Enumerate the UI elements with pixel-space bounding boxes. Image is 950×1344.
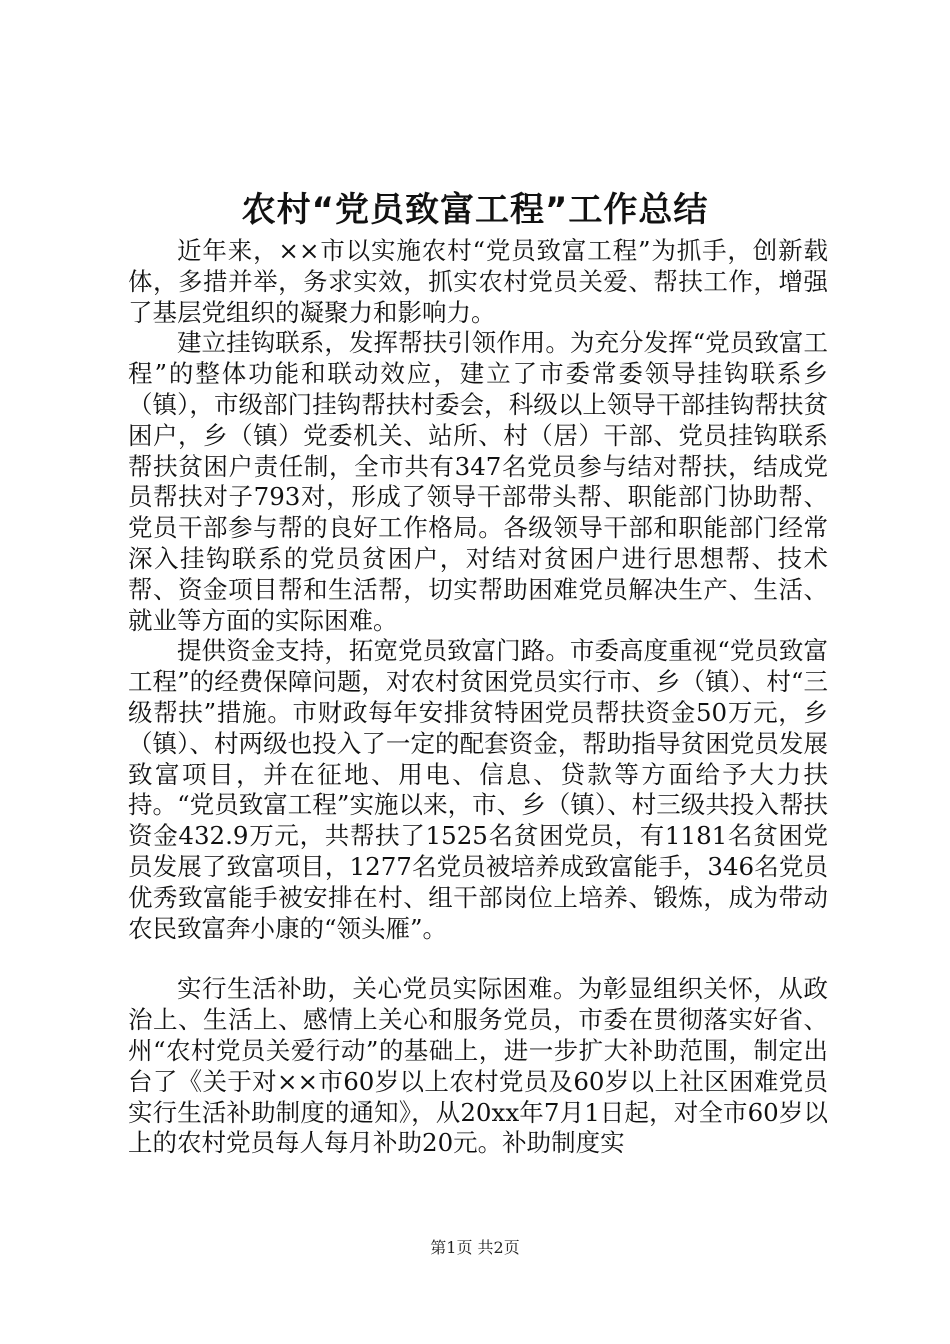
paragraph-intro: 近年来，××市以实施农村“党员致富工程”为抓手，创新载体，多措并举，务求实效，抓实农村党员关爱、帮扶工作，增强了基层党组织的凝聚力和影响力。 — [128, 236, 828, 327]
paragraph-linkage: 建立挂钩联系，发挥帮扶引领作用。为充分发挥“党员致富工程”的整体功能和联动效应，建立了市委常委领导挂钩联系乡（镇），市级部门挂钩帮扶村委会，科级以上领导干部挂钩帮扶贫困户，乡（镇）党委机关、站所、村（居）干部、党员挂钩联系帮扶贫困户责任制，全市共有347名党员参与结对帮扶，结成党员帮扶对子793对，形成了领导干部带头帮、职能部门协助帮、党员干部参与帮的良好工作格局。各级领导干部和职能部门经常深入挂钩联系的党员贫困户，对结对贫困户进行思想帮、技术帮、资金项目帮和生活帮，切实帮助困难党员解决生产、生活、就业等方面的实际困难。 — [128, 328, 828, 635]
document-body — [128, 236, 828, 1159]
document-title: 农村“党员致富工程”工作总结 — [241, 190, 709, 230]
page-footer: 第1页 共2页 — [430, 1238, 520, 1257]
paragraph-subsidy: 实行生活补助，关心党员实际困难。为彰显组织关怀，从政治上、生活上、感情上关心和服务党员，市委在贯彻落实好省、州“农村党员关爱行动”的基础上，进一步扩大补助范围，制定出台了《关于对××市60岁以上农村党员及60岁以上社区困难党员实行生活补助制度的通知》，从20xx年7月1日起，对全市60岁以上的农村党员每人每月补助20元。补助制度实 — [128, 974, 828, 1158]
paragraph-funding: 提供资金支持，拓宽党员致富门路。市委高度重视“党员致富工程”的经费保障问题，对农村贫困党员实行市、乡（镇）、村“三级帮扶”措施。市财政每年安排贫特困党员帮扶资金50万元，乡（镇）、村两级也投入了一定的配套资金，帮助指导贫困党员发展致富项目，并在征地、用电、信息、贷款等方面给予大力扶持。“党员致富工程”实施以来，市、乡（镇）、村三级共投入帮扶资金432.9万元，共帮扶了1525名贫困党员，有1181名贫困党员发展了致富项目，1277名党员被培养成致富能手，346名党员优秀致富能手被安排在村、组干部岗位上培养、锻炼，成为带动农民致富奔小康的“领头雁”。 — [128, 636, 828, 943]
